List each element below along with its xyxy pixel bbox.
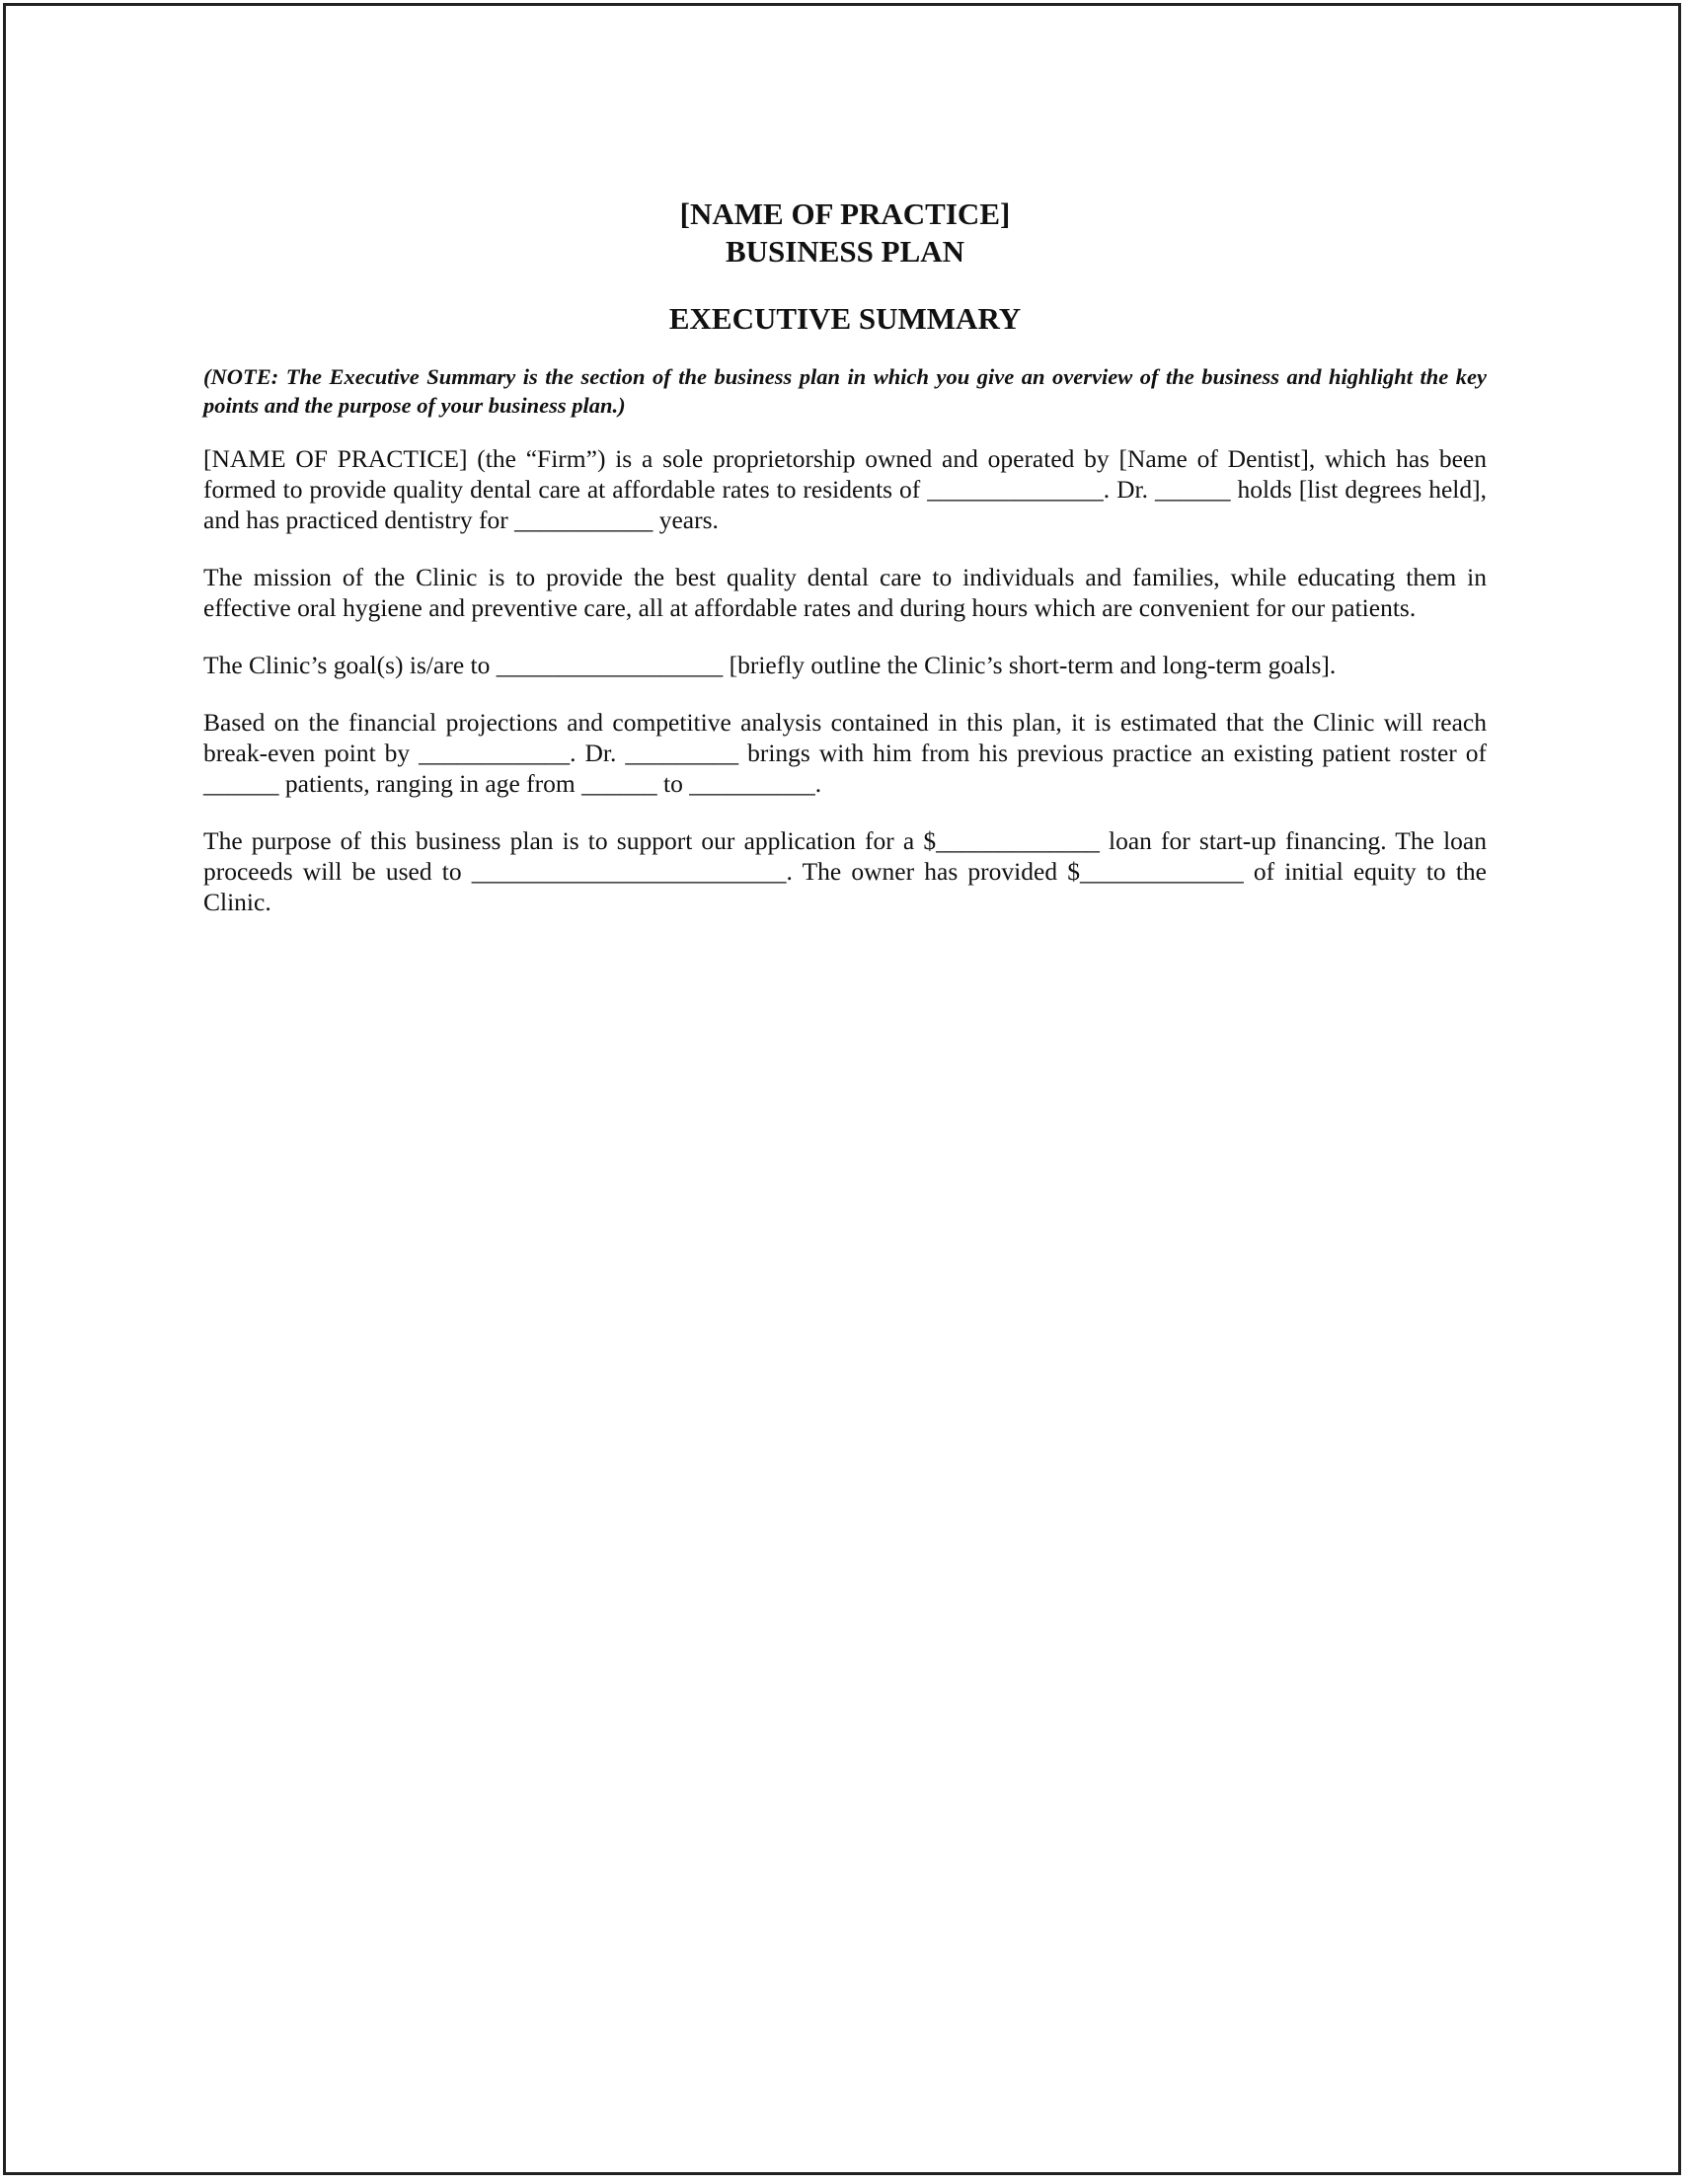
instruction-note: (NOTE: The Executive Summary is the section of the business plan in which you give an overview of the business and highlight the key points and the purpose of your business plan.) xyxy=(203,364,1487,418)
executive-summary-heading: EXECUTIVE SUMMARY xyxy=(668,301,1022,336)
paragraph-purpose: The purpose of this business plan is to support our application for a $_____________ loan for start-up financing. The loan proceeds will be used to _________________________. The owner has provided $_____________ of initial equity to the Clinic. xyxy=(203,826,1487,916)
paragraph-goals: The Clinic’s goal(s) is/are to __________________ [briefly outline the Clinic’s short-term and long-term goals]. xyxy=(203,651,1337,679)
paragraph-overview: [NAME OF PRACTICE] (the “Firm”) is a sole proprietorship owned and operated by [Name of Dentist], which has been formed to provide quality dental care at affordable rates to residents of ______________. Dr. ______ holds [list degrees held], and has practiced dentistry for ___________ years. xyxy=(203,444,1487,534)
paragraph-financial-projections: Based on the financial projections and competitive analysis contained in this plan, it is estimated that the Clinic will reach break-even point by ____________. Dr. _________ brings with him from his previous practice an existing patient roster of ______ patients, ranging in age from ______ to __________. xyxy=(203,708,1487,798)
paragraph-mission: The mission of the Clinic is to provide the best quality dental care to individuals and families, while educating them in effective oral hygiene and preventive care, all at affordable rates and during hours which are convenient for our patients. xyxy=(203,563,1487,622)
document-body xyxy=(203,195,1487,917)
practice-name-title: [NAME OF PRACTICE] xyxy=(679,196,1011,231)
business-plan-title: BUSINESS PLAN xyxy=(725,234,965,269)
